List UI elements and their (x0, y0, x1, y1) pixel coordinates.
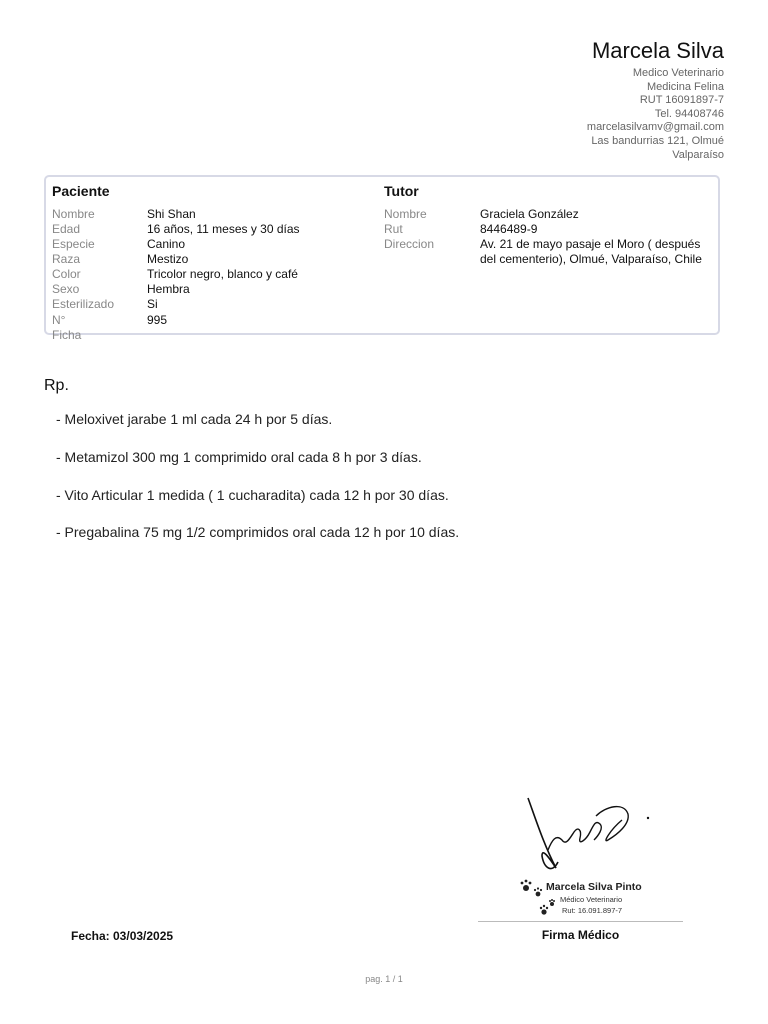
doctor-name: Marcela Silva (591, 38, 724, 63)
field-label: Direccion (384, 237, 435, 251)
signature-image (478, 790, 684, 925)
stamp-title: Médico Veterinario (560, 895, 623, 904)
field-value: Si (147, 297, 158, 311)
doctor-rut: RUT 16091897-7 (639, 94, 724, 107)
field-value: Shi Shan (147, 207, 196, 221)
stamp-name: Marcela Silva Pinto (546, 881, 642, 893)
prescription-item: - Vito Articular 1 medida ( 1 cucharadita) cada 12 h por 30 días. (56, 487, 449, 503)
signature-line (478, 921, 683, 922)
field-value: Hembra (147, 282, 190, 296)
prescription-item: - Metamizol 300 mg 1 comprimido oral cada 8 h por 3 días. (56, 449, 422, 465)
patient-info-box (44, 175, 720, 342)
field-value-continued: del cementerio), Olmué, Valparaíso, Chile (480, 252, 702, 266)
prescription-title: Rp. (44, 377, 69, 394)
field-value: Canino (147, 237, 186, 251)
patient-section-title: Paciente (52, 183, 110, 199)
field-label: Nombre (52, 207, 95, 221)
doctor-address: Las bandurrias 121, Olmué (591, 134, 724, 147)
handwritten-signature (478, 790, 684, 925)
stamp-rut: Rut: 16.091.897-7 (562, 906, 623, 915)
field-label: Especie (52, 237, 95, 251)
doctor-phone: Tel. 94408746 (654, 107, 724, 120)
field-label: Esterilizado (52, 297, 115, 311)
date-label: Fecha: 03/03/2025 (71, 929, 174, 943)
field-label: N° Ficha (52, 313, 82, 342)
doctor-header (587, 38, 724, 162)
field-value: Tricolor negro, blanco y café (147, 267, 298, 281)
field-label: Edad (52, 222, 81, 236)
field-label: Nombre (384, 207, 427, 221)
field-label: Color (52, 267, 81, 281)
prescription-item: - Meloxivet jarabe 1 ml cada 24 h por 5 días. (56, 411, 333, 427)
doctor-specialty: Medicina Felina (646, 80, 724, 93)
field-value: 995 (147, 313, 168, 327)
doctor-title: Medico Veterinario (632, 67, 724, 79)
signature-label: Firma Médico (541, 928, 620, 942)
field-value: Mestizo (147, 252, 189, 266)
field-value: 8446489-9 (480, 222, 538, 236)
doctor-email: marcelasilvamv@gmail.com (586, 121, 724, 134)
doctor-region: Valparaíso (672, 148, 724, 161)
field-value: Graciela González (480, 207, 579, 221)
field-label: Sexo (52, 282, 80, 296)
tutor-section-title: Tutor (384, 183, 419, 199)
field-value: 16 años, 11 meses y 30 días (147, 222, 300, 236)
field-value: Av. 21 de mayo pasaje el Moro ( después (480, 237, 701, 251)
field-label: Raza (52, 252, 81, 266)
field-label: Rut (384, 222, 403, 236)
prescription-item: - Pregabalina 75 mg 1/2 comprimidos oral cada 12 h por 10 días. (56, 524, 460, 540)
page-number: pag. 1 / 1 (365, 974, 403, 984)
